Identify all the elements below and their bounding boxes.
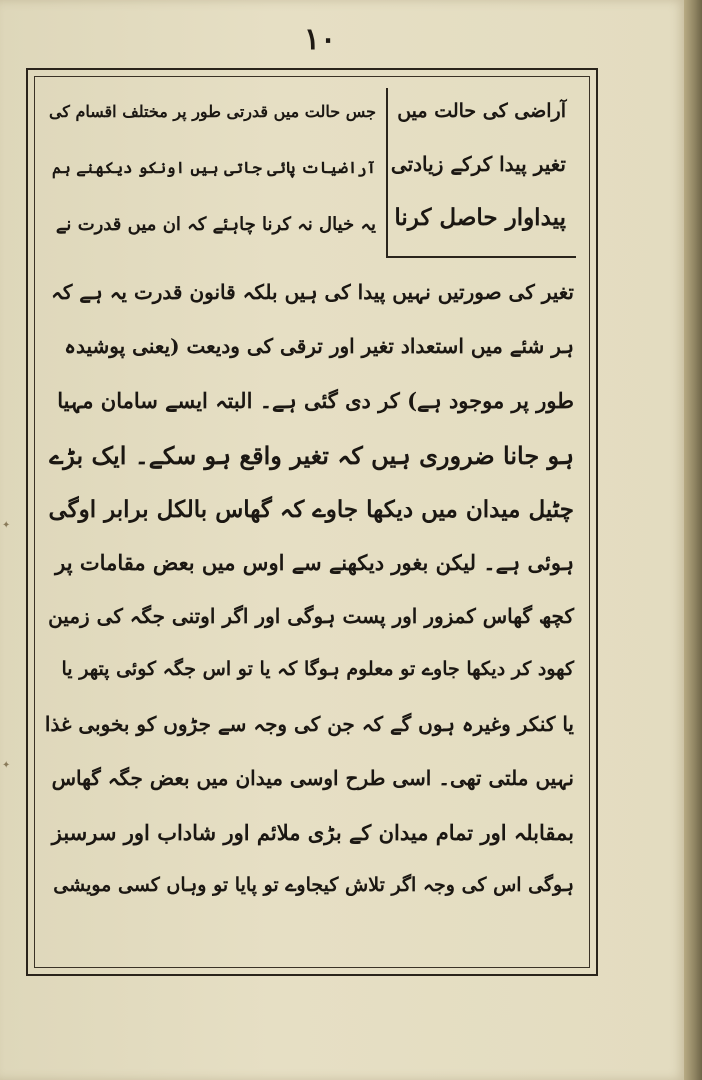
margin-mark: ✦ [2,520,11,531]
body-text-line: ہوئی ہے۔ لیکن بغور دیکھنے سے اوس میں بعض مقامات پر [55,550,574,575]
body-text-line: ہر شئے میں استعداد تغیر اور ترقی کی ودیعت (یعنی پوشیدہ [64,334,574,358]
body-text-line: کھود کر دیکھا جاوے تو معلوم ہوگا کہ یا تو اس جگہ کوئی پتھر یا [61,658,574,680]
body-text-line: یہ خیال نہ کرنا چاہئے کہ ان میں قدرت نے [55,214,376,235]
body-text-line: ہوگی اس کی وجہ اگر تلاش کیجاوے تو پایا تو وہاں کسی مویشی [53,874,574,896]
body-text-line: یا کنکر وغیرہ ہوں گے کہ جن کی وجہ سے جڑوں کو بخوبی غذا [44,712,574,736]
marginal-heading-line: تغیر پیدا کرکے زیادتی [390,152,566,176]
body-text-line: طور پر موجود ہے) کر دی گئی ہے۔ البتہ ایسے سامان مہیا [57,388,574,413]
body-text-line: نہیں ملتی تھی۔ اسی طرح اوسی میدان میں بعض جگہ گھاس [51,766,574,790]
marginal-heading-line: آراضی کی حالت میں [397,100,566,122]
margin-mark: ✦ [2,760,11,771]
book-spine [684,0,702,1080]
body-text-line: تغیر کی صورتیں نہیں پیدا کی ہیں بلکہ قانون قدرت یہ ہے کہ [51,280,574,304]
marginal-heading-box [386,88,576,258]
body-text-line: ہو جانا ضروری ہیں کہ تغیر واقع ہو سکے۔ ایک بڑے [49,441,574,470]
body-text-line: آراضیات پائی جاتی ہیں اونکو دیکھنے ہم [51,158,376,177]
body-text-line: جس حالت میں قدرتی طور پر مختلف اقسام کی [48,102,376,121]
body-text-line: بمقابلہ اور تمام میدان کے بڑی ملائم اور شاداب اور سرسبز [51,820,574,845]
page-number: ۱۰ [303,22,337,57]
marginal-heading-line: پیداوار حاصل کرنا [394,204,566,231]
body-text-line: چٹیل میدان میں دیکھا جاوے کہ گھاس بالکل برابر اوگی [48,496,574,523]
body-text-line: کچھ گھاس کمزور اور پست ہوگی اور اگر اوتنی جگہ کی زمین [48,604,574,628]
